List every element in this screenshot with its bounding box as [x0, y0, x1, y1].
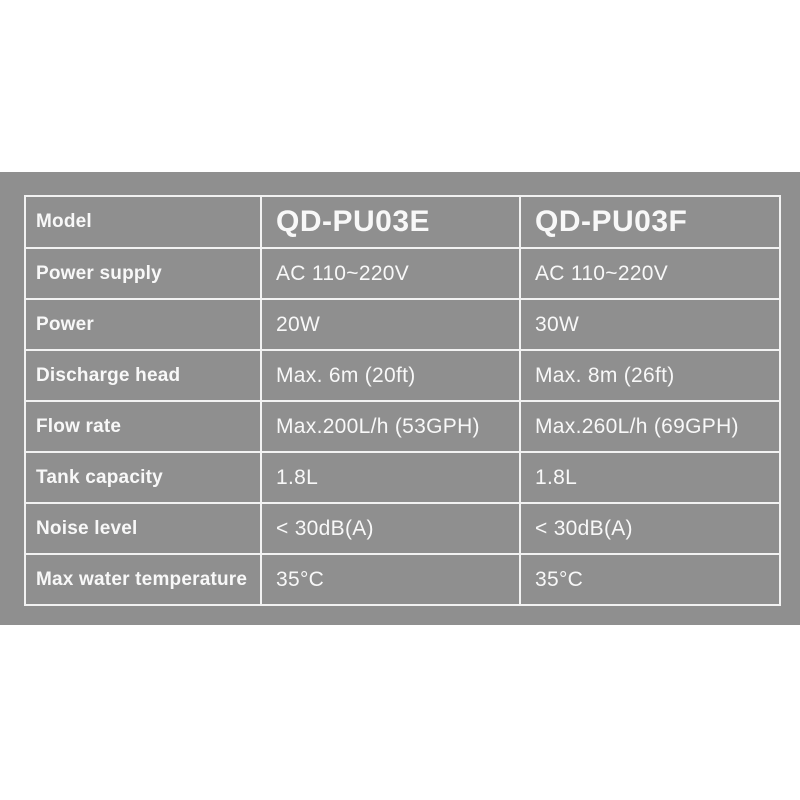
cell-value: 20W	[261, 299, 520, 350]
table-row-max-water-temperature	[25, 554, 780, 605]
row-label: Noise level	[25, 503, 261, 554]
row-label: Tank capacity	[25, 452, 261, 503]
header-label-model: Model	[25, 196, 261, 248]
cell-value: Max.260L/h (69GPH)	[520, 401, 780, 452]
cell-value: 30W	[520, 299, 780, 350]
table-row-power	[25, 299, 780, 350]
cell-value: Max.200L/h (53GPH)	[261, 401, 520, 452]
table-header-row	[25, 196, 780, 248]
table-row-flow-rate	[25, 401, 780, 452]
header-model-qd-pu03e: QD-PU03E	[261, 196, 520, 248]
table-row-tank-capacity	[25, 452, 780, 503]
table-row-discharge-head	[25, 350, 780, 401]
spec-table	[24, 195, 781, 606]
cell-value: < 30dB(A)	[520, 503, 780, 554]
cell-value: 35°C	[261, 554, 520, 605]
table-row-power-supply	[25, 248, 780, 299]
cell-value: 1.8L	[261, 452, 520, 503]
cell-value: 35°C	[520, 554, 780, 605]
cell-value: Max. 8m (26ft)	[520, 350, 780, 401]
row-label: Flow rate	[25, 401, 261, 452]
cell-value: < 30dB(A)	[261, 503, 520, 554]
row-label: Power	[25, 299, 261, 350]
cell-value: Max. 6m (20ft)	[261, 350, 520, 401]
cell-value: AC 110~220V	[520, 248, 780, 299]
table-row-noise-level	[25, 503, 780, 554]
header-model-qd-pu03f: QD-PU03F	[520, 196, 780, 248]
row-label: Discharge head	[25, 350, 261, 401]
cell-value: AC 110~220V	[261, 248, 520, 299]
cell-value: 1.8L	[520, 452, 780, 503]
row-label: Max water temperature	[25, 554, 261, 605]
row-label: Power supply	[25, 248, 261, 299]
